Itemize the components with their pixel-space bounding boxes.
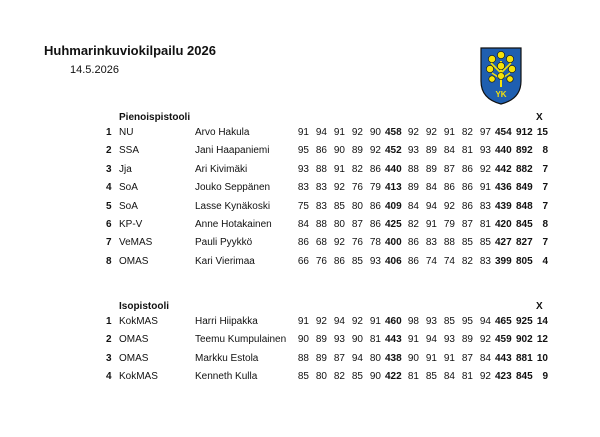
total-score: 892 (516, 145, 533, 157)
series-score: 86 (407, 237, 419, 249)
subtotal-score: 425 (385, 219, 402, 230)
x-count: 14 (536, 316, 548, 327)
result-row (0, 236, 600, 250)
series-score: 88 (297, 352, 309, 364)
subtotal-score: 439 (495, 200, 512, 212)
series-score: 92 (333, 182, 345, 194)
shooter-name: Ari Kivimäki (195, 163, 248, 175)
series-score: 82 (461, 127, 473, 138)
shooter-name: Arvo Hakula (195, 127, 250, 138)
series-score: 89 (425, 163, 437, 175)
series-score: 94 (351, 352, 363, 364)
result-row (0, 200, 600, 214)
club: NU (119, 127, 134, 138)
series-score: 83 (479, 200, 491, 212)
rank: 3 (106, 163, 112, 175)
series-score: 84 (443, 145, 455, 157)
result-row (0, 315, 600, 329)
result-row (0, 144, 600, 158)
series-score: 86 (443, 182, 455, 194)
club: VeMAS (119, 237, 153, 249)
x-column-header: X (536, 112, 543, 123)
series-score: 93 (333, 334, 345, 346)
club: KP-V (119, 219, 143, 230)
series-score: 79 (369, 182, 381, 194)
series-score: 92 (369, 145, 381, 157)
total-score: 912 (516, 127, 533, 138)
series-score: 85 (461, 237, 473, 249)
series-score: 92 (479, 163, 491, 175)
series-score: 92 (479, 334, 491, 346)
total-score: 805 (516, 255, 533, 267)
series-score: 87 (461, 219, 473, 230)
series-score: 91 (333, 163, 345, 175)
shooter-name: Kari Vierimaa (195, 255, 255, 267)
club: KokMAS (119, 371, 158, 383)
series-score: 68 (315, 237, 327, 249)
series-score: 93 (425, 316, 437, 327)
x-column-header: X (536, 301, 543, 312)
series-score: 83 (297, 182, 309, 194)
subtotal-score: 443 (495, 352, 512, 364)
subtotal-score: 438 (385, 352, 402, 364)
series-score: 92 (351, 127, 363, 138)
series-score: 80 (315, 371, 327, 383)
shooter-name: Harri Hiipakka (195, 316, 258, 327)
total-score: 849 (516, 182, 533, 194)
series-score: 81 (369, 334, 381, 346)
section-title-pienoispistooli: Pienoispistooli (119, 112, 191, 123)
series-score: 81 (461, 371, 473, 383)
series-score: 79 (443, 219, 455, 230)
series-score: 89 (425, 145, 437, 157)
result-row (0, 370, 600, 384)
rank: 5 (106, 200, 112, 212)
series-score: 94 (479, 316, 491, 327)
series-score: 97 (479, 127, 491, 138)
shooter-name: Lasse Kynäkoski (195, 200, 271, 212)
series-score: 89 (461, 334, 473, 346)
series-score: 91 (297, 127, 309, 138)
series-score: 82 (351, 163, 363, 175)
x-count: 7 (542, 237, 548, 249)
series-score: 94 (425, 334, 437, 346)
competition-date: 14.5.2026 (70, 64, 119, 76)
series-score: 92 (315, 316, 327, 327)
series-score: 87 (461, 352, 473, 364)
series-score: 90 (369, 371, 381, 383)
total-score: 845 (516, 371, 533, 383)
x-count: 8 (542, 219, 548, 230)
series-score: 84 (407, 200, 419, 212)
series-score: 84 (479, 352, 491, 364)
series-score: 83 (315, 182, 327, 194)
page-title: Huhmarinkuviokilpailu 2026 (44, 43, 216, 58)
subtotal-score: 452 (385, 145, 402, 157)
series-score: 76 (351, 237, 363, 249)
series-score: 89 (407, 182, 419, 194)
total-score: 845 (516, 219, 533, 230)
total-score: 882 (516, 163, 533, 175)
series-score: 88 (315, 219, 327, 230)
series-score: 85 (351, 371, 363, 383)
subtotal-score: 442 (495, 163, 512, 175)
series-score: 92 (425, 127, 437, 138)
subtotal-score: 409 (385, 200, 402, 212)
series-score: 86 (407, 255, 419, 267)
series-score: 82 (461, 255, 473, 267)
x-count: 8 (542, 145, 548, 157)
subtotal-score: 399 (495, 255, 512, 267)
series-score: 90 (407, 352, 419, 364)
series-score: 89 (315, 334, 327, 346)
series-score: 98 (407, 316, 419, 327)
result-row (0, 181, 600, 195)
series-score: 93 (369, 255, 381, 267)
series-score: 86 (297, 237, 309, 249)
subtotal-score: 440 (385, 163, 402, 175)
series-score: 91 (425, 219, 437, 230)
series-score: 84 (425, 182, 437, 194)
subtotal-score: 458 (385, 127, 402, 138)
series-score: 91 (443, 352, 455, 364)
series-score: 76 (315, 255, 327, 267)
subtotal-score: 440 (495, 145, 512, 157)
series-score: 87 (443, 163, 455, 175)
x-count: 12 (536, 334, 548, 346)
series-score: 85 (425, 371, 437, 383)
series-score: 84 (297, 219, 309, 230)
club: OMAS (119, 352, 149, 364)
series-score: 91 (425, 352, 437, 364)
tree-emblem (486, 51, 515, 87)
total-score: 902 (516, 334, 533, 346)
series-score: 92 (443, 200, 455, 212)
series-score: 87 (351, 219, 363, 230)
series-score: 86 (461, 200, 473, 212)
result-row (0, 255, 600, 269)
series-score: 83 (315, 200, 327, 212)
series-score: 85 (297, 371, 309, 383)
series-score: 91 (443, 127, 455, 138)
shooter-name: Jani Haapaniemi (195, 145, 270, 157)
series-score: 88 (443, 237, 455, 249)
club: OMAS (119, 334, 149, 346)
logo-lettering: YK (495, 90, 507, 99)
series-score: 82 (407, 219, 419, 230)
x-count: 10 (536, 352, 548, 364)
club: SoA (119, 182, 138, 194)
series-score: 86 (369, 163, 381, 175)
x-count: 7 (542, 200, 548, 212)
total-score: 881 (516, 352, 533, 364)
series-score: 74 (443, 255, 455, 267)
subtotal-score: 459 (495, 334, 512, 346)
series-score: 81 (407, 371, 419, 383)
subtotal-score: 436 (495, 182, 512, 194)
club: SoA (119, 200, 138, 212)
section-title-isopistooli: Isopistooli (119, 301, 169, 312)
series-score: 88 (407, 163, 419, 175)
series-score: 80 (333, 219, 345, 230)
result-row (0, 218, 600, 232)
series-score: 75 (297, 200, 309, 212)
shooter-name: Kenneth Kulla (195, 371, 258, 383)
shooter-name: Jouko Seppänen (195, 182, 271, 194)
series-score: 84 (443, 371, 455, 383)
series-score: 94 (425, 200, 437, 212)
x-count: 15 (536, 127, 548, 138)
x-count: 4 (542, 255, 548, 267)
subtotal-score: 420 (495, 219, 512, 230)
series-score: 76 (351, 182, 363, 194)
subtotal-score: 443 (385, 334, 402, 346)
series-score: 91 (407, 334, 419, 346)
rank: 7 (106, 237, 112, 249)
series-score: 90 (369, 127, 381, 138)
series-score: 83 (479, 255, 491, 267)
series-score: 81 (461, 145, 473, 157)
x-count: 9 (542, 371, 548, 383)
series-score: 80 (351, 200, 363, 212)
series-score: 83 (425, 237, 437, 249)
subtotal-score: 427 (495, 237, 512, 249)
series-score: 94 (333, 316, 345, 327)
series-score: 91 (369, 316, 381, 327)
series-score: 85 (351, 255, 363, 267)
subtotal-score: 465 (495, 316, 512, 327)
total-score: 925 (516, 316, 533, 327)
rank: 4 (106, 371, 112, 383)
series-score: 92 (333, 237, 345, 249)
series-score: 92 (351, 316, 363, 327)
shooter-name: Teemu Kumpulainen (195, 334, 287, 346)
series-score: 95 (297, 145, 309, 157)
series-score: 90 (297, 334, 309, 346)
series-score: 89 (315, 352, 327, 364)
series-score: 85 (333, 200, 345, 212)
series-score: 92 (407, 127, 419, 138)
rank: 2 (106, 145, 112, 157)
rank: 2 (106, 334, 112, 346)
series-score: 93 (479, 145, 491, 157)
series-score: 90 (333, 145, 345, 157)
series-score: 80 (369, 352, 381, 364)
rank: 4 (106, 182, 112, 194)
subtotal-score: 422 (385, 371, 402, 383)
series-score: 78 (369, 237, 381, 249)
series-score: 86 (461, 182, 473, 194)
rank: 8 (106, 255, 112, 267)
series-score: 91 (297, 316, 309, 327)
subtotal-score: 413 (385, 182, 402, 194)
series-score: 87 (333, 352, 345, 364)
series-score: 93 (443, 334, 455, 346)
series-score: 93 (297, 163, 309, 175)
shooter-name: Pauli Pyykkö (195, 237, 253, 249)
series-score: 85 (479, 237, 491, 249)
result-row (0, 333, 600, 347)
series-score: 66 (297, 255, 309, 267)
series-score: 93 (407, 145, 419, 157)
series-score: 91 (333, 127, 345, 138)
series-score: 86 (315, 145, 327, 157)
shooter-name: Anne Hotakainen (195, 219, 272, 230)
result-row (0, 126, 600, 140)
series-score: 95 (461, 316, 473, 327)
club-logo (480, 47, 522, 105)
club: KokMAS (119, 316, 158, 327)
subtotal-score: 400 (385, 237, 402, 249)
rank: 1 (106, 316, 112, 327)
rank: 6 (106, 219, 112, 230)
shooter-name: Markku Estola (195, 352, 259, 364)
club: Jja (119, 163, 132, 175)
series-score: 86 (369, 200, 381, 212)
result-row (0, 352, 600, 366)
series-score: 82 (333, 371, 345, 383)
series-score: 86 (461, 163, 473, 175)
series-score: 85 (443, 316, 455, 327)
x-count: 7 (542, 163, 548, 175)
series-score: 88 (315, 163, 327, 175)
series-score: 94 (315, 127, 327, 138)
subtotal-score: 406 (385, 255, 402, 267)
subtotal-score: 454 (495, 127, 512, 138)
total-score: 848 (516, 200, 533, 212)
series-score: 81 (479, 219, 491, 230)
subtotal-score: 423 (495, 371, 512, 383)
series-score: 86 (333, 255, 345, 267)
x-count: 7 (542, 182, 548, 194)
total-score: 827 (516, 237, 533, 249)
series-score: 89 (351, 145, 363, 157)
rank: 1 (106, 127, 112, 138)
series-score: 90 (351, 334, 363, 346)
series-score: 74 (425, 255, 437, 267)
club: SSA (119, 145, 140, 157)
series-score: 92 (479, 371, 491, 383)
series-score: 86 (369, 219, 381, 230)
series-score: 91 (479, 182, 491, 194)
club: OMAS (119, 255, 149, 267)
result-row (0, 163, 600, 177)
subtotal-score: 460 (385, 316, 402, 327)
rank: 3 (106, 352, 112, 364)
